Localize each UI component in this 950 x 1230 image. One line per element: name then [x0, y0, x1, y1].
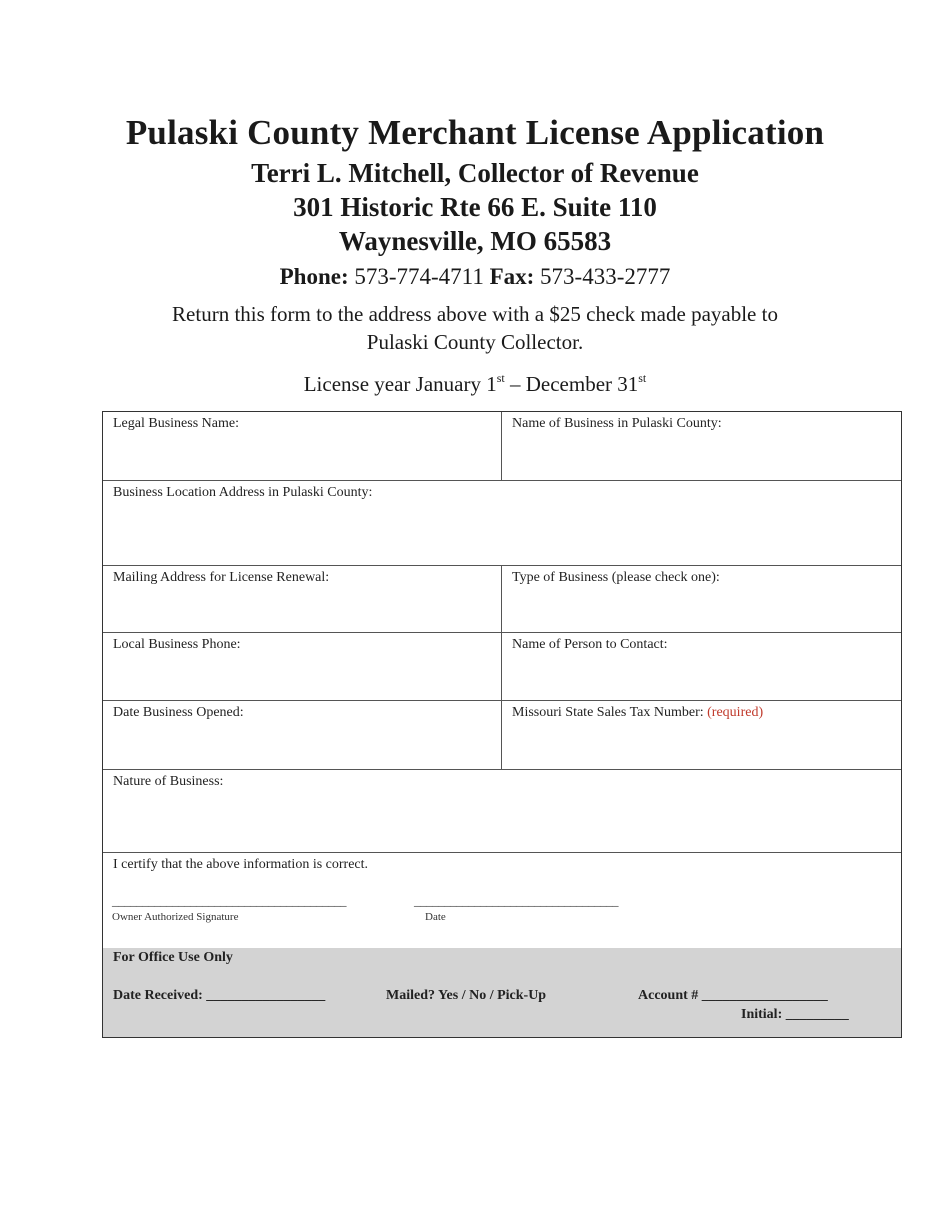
signature-line[interactable]: _______________________________________: [112, 893, 346, 908]
collector-name: Terri L. Mitchell, Collector of Revenue: [251, 158, 699, 188]
business-name-in-county-field[interactable]: [502, 412, 901, 480]
form-row-mailing: [103, 566, 901, 633]
date-line[interactable]: __________________________________: [414, 893, 618, 908]
nature-of-business-field[interactable]: [103, 770, 901, 852]
date-label: Date: [425, 911, 446, 923]
sales-tax-number-field[interactable]: [502, 701, 901, 769]
type-of-business-label: Type of Business (please check one):: [512, 570, 720, 585]
office-use-title: For Office Use Only: [113, 950, 233, 965]
license-year-prefix: License year January 1: [303, 372, 497, 396]
fax-label: Fax:: [489, 264, 535, 289]
form-row-names: [103, 412, 901, 481]
form-header: [0, 110, 950, 292]
legal-business-name-field[interactable]: [103, 412, 502, 480]
return-instructions: [0, 300, 950, 356]
license-year-sup-1: st: [496, 371, 505, 385]
nature-of-business-label: Nature of Business:: [113, 774, 224, 789]
local-business-phone-label: Local Business Phone:: [113, 637, 241, 652]
local-business-phone-field[interactable]: [103, 633, 502, 700]
business-location-address-field[interactable]: [103, 481, 901, 565]
date-opened-field[interactable]: [103, 701, 502, 769]
contact-person-label: Name of Person to Contact:: [512, 637, 668, 652]
business-name-in-county-label: Name of Business in Pulaski County:: [512, 416, 722, 431]
address-line-1: 301 Historic Rte 66 E. Suite 110: [293, 192, 657, 222]
license-year-middle: – December 31: [504, 372, 639, 396]
contact-person-field[interactable]: [502, 633, 901, 700]
fax-number: 573-433-2777: [540, 264, 671, 289]
address-line-2: Waynesville, MO 65583: [338, 226, 612, 256]
initial-field: Initial: _________: [741, 1007, 849, 1022]
instructions-line-1: Return this form to the address above with a $25 check made payable to: [172, 302, 778, 326]
contact-line: [0, 262, 950, 292]
signature-label: Owner Authorized Signature: [112, 911, 239, 923]
business-location-address-label: Business Location Address in Pulaski County:: [113, 485, 373, 500]
date-opened-label: Date Business Opened:: [113, 705, 244, 720]
account-number-field: Account # __________________: [638, 988, 828, 1003]
mailing-address-label: Mailing Address for License Renewal:: [113, 570, 330, 585]
type-of-business-field[interactable]: [502, 566, 901, 632]
sales-tax-number-label: Missouri State Sales Tax Number:: [512, 705, 704, 720]
license-year-sup-2: st: [638, 371, 647, 385]
legal-business-name-label: Legal Business Name:: [113, 416, 239, 431]
application-form: [102, 411, 902, 1038]
form-row-dates: [103, 701, 901, 770]
form-row-nature: [103, 770, 901, 853]
phone-label: Phone:: [279, 264, 349, 289]
office-use-section: [103, 948, 901, 1037]
required-badge: (required): [707, 705, 764, 720]
mailed-field: Mailed? Yes / No / Pick-Up: [386, 988, 547, 1003]
phone-number: 573-774-4711: [354, 264, 484, 289]
form-row-phone: [103, 633, 901, 701]
license-year: [0, 369, 950, 399]
certification-statement: I certify that the above information is correct.: [113, 857, 369, 872]
form-row-location: [103, 481, 901, 566]
date-received-field: Date Received: _________________: [113, 988, 326, 1003]
mailing-address-field[interactable]: [103, 566, 502, 632]
form-title: Pulaski County Merchant License Application: [125, 113, 825, 152]
instructions-line-2: Pulaski County Collector.: [366, 330, 584, 354]
form-row-certification: [103, 853, 901, 948]
